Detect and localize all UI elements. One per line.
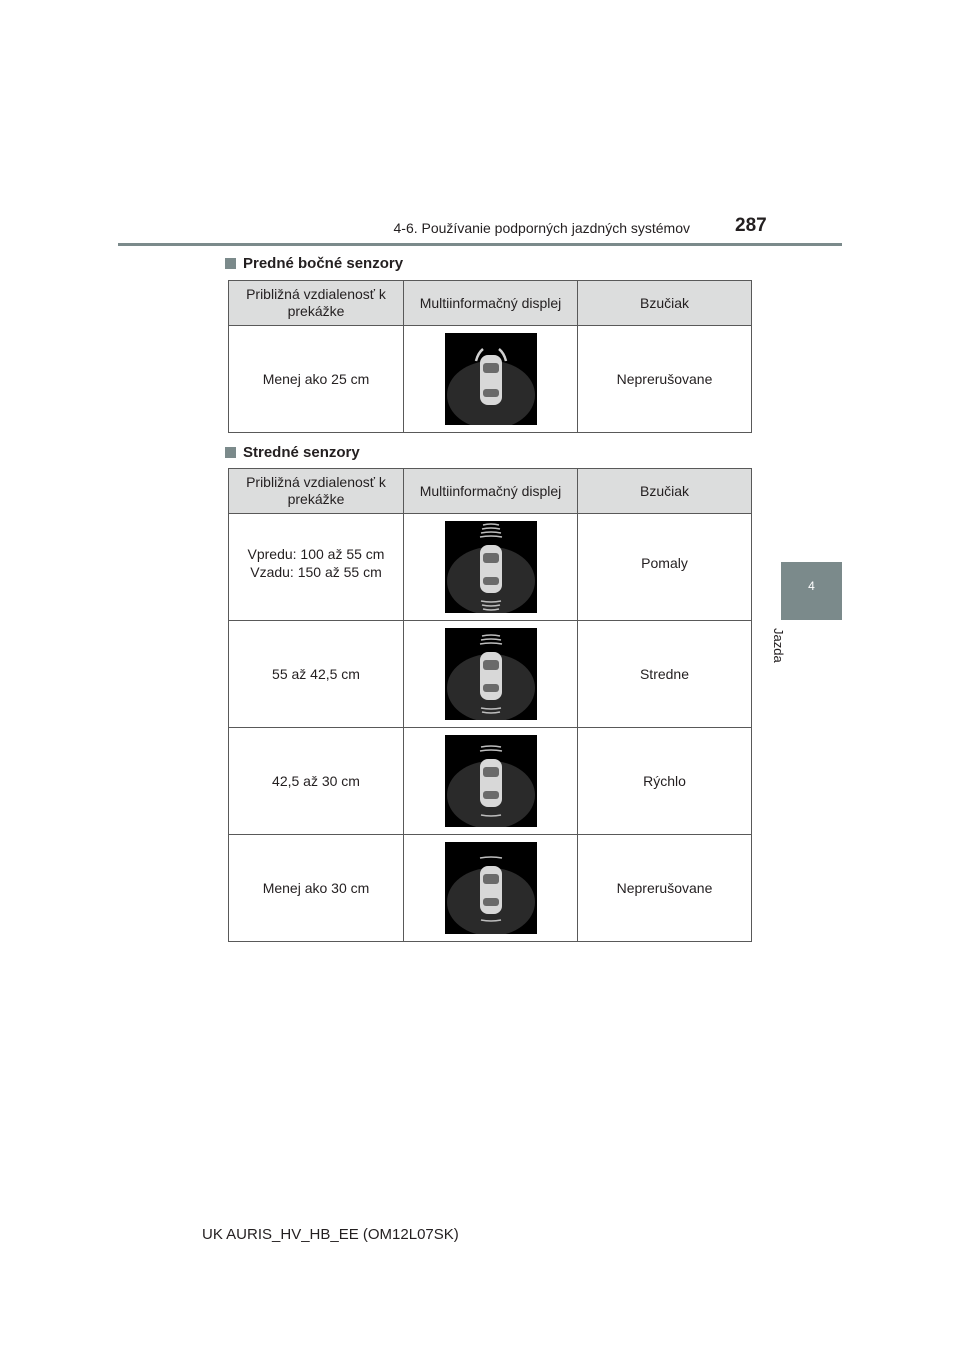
distance-cell: 55 až 42,5 cm (229, 621, 404, 728)
chapter-tab (781, 562, 842, 620)
center-table (228, 468, 752, 942)
distance-cell: Menej ako 25 cm (229, 326, 404, 433)
table-header-row (229, 281, 752, 326)
table-row (229, 514, 752, 621)
square-bullet-icon (225, 258, 236, 269)
buzzer-cell: Pomaly (578, 514, 752, 621)
column-header-buzzer: Bzučiak (578, 281, 752, 326)
chapter-number: 4 (808, 579, 815, 593)
table-row (229, 326, 752, 433)
table-header-row (229, 469, 752, 514)
distance-cell: Vpredu: 100 až 55 cm Vzadu: 150 až 55 cm (229, 514, 404, 621)
display-cell (404, 621, 578, 728)
display-cell (404, 326, 578, 433)
table-row (229, 728, 752, 835)
column-header-distance: Približná vzdialenosť k prekážke (229, 469, 404, 514)
car-sensor-display-icon (445, 333, 537, 425)
center-heading: Stredné senzory (225, 444, 360, 461)
distance-cell: Menej ako 30 cm (229, 835, 404, 942)
car-sensor-display-icon (445, 842, 537, 934)
chapter-label: Jazda (771, 628, 786, 663)
distance-cell: 42,5 až 30 cm (229, 728, 404, 835)
buzzer-cell: Stredne (578, 621, 752, 728)
front-side-table (228, 280, 752, 433)
display-cell (404, 835, 578, 942)
document-code: UK AURIS_HV_HB_EE (OM12L07SK) (202, 1226, 459, 1243)
car-sensor-display-icon (445, 735, 537, 827)
header-rule (118, 243, 842, 246)
column-header-distance: Približná vzdialenosť k prekážke (229, 281, 404, 326)
table-row (229, 621, 752, 728)
running-header: 4-6. Používanie podporných jazdných systémov (393, 220, 690, 236)
square-bullet-icon (225, 447, 236, 458)
column-header-buzzer: Bzučiak (578, 469, 752, 514)
display-cell (404, 514, 578, 621)
column-header-display: Multiinformačný displej (404, 469, 578, 514)
buzzer-cell: Rýchlo (578, 728, 752, 835)
car-sensor-display-icon (445, 521, 537, 613)
page-number: 287 (735, 215, 767, 236)
display-cell (404, 728, 578, 835)
front-side-heading: Predné bočné senzory (225, 255, 403, 272)
buzzer-cell: Neprerušovane (578, 326, 752, 433)
car-sensor-display-icon (445, 628, 537, 720)
table-row (229, 835, 752, 942)
buzzer-cell: Neprerušovane (578, 835, 752, 942)
column-header-display: Multiinformačný displej (404, 281, 578, 326)
